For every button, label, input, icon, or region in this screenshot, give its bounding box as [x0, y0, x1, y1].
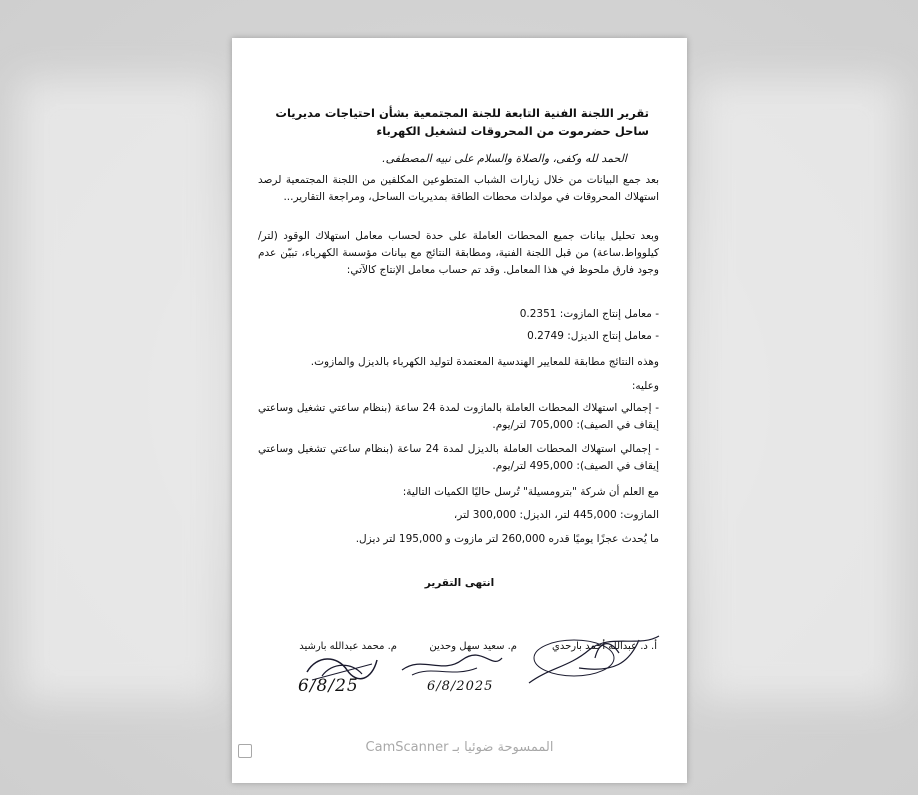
scanner-watermark: الممسوحة ضوئيا بـ CamScanner	[365, 740, 554, 755]
bullet-total-diesel: - إجمالي استهلاك المحطات العاملة بالديزل لمدة 24 ساعة (بنظام ساعتي تشغيل وساعتي إيقاف في الصيف): 495,000 لتر/يوم.	[258, 443, 659, 472]
signature-name-1: أ. د. عبدالله أحمد بارحدي	[552, 641, 657, 652]
signature-date-2: 6/8/2025	[427, 679, 494, 694]
document-page	[232, 38, 687, 783]
end-of-report-label: انتهى التقرير	[424, 577, 495, 589]
bullet-total-mazout: - إجمالي استهلاك المحطات العاملة بالمازوت لمدة 24 ساعة (بنظام ساعتي تشغيل وساعتي إيقاف في الصيف): 705,000 لتر/يوم.	[258, 402, 659, 431]
handwritten-signature-1	[519, 628, 669, 688]
paragraph-standards: وهذه النتائج مطابقة للمعايير الهندسية المعتمدة لتوليد الكهرباء بالديزل والمازوت.	[310, 356, 659, 368]
greeting: الحمد لله وكفى، والصلاة والسلام على نبيه المصطفى.	[382, 152, 627, 165]
paragraph-deficit: ما يُحدث عجزًا يوميًا قدره 260,000 لتر مازوت و 195,000 لتر ديزل.	[355, 533, 659, 545]
paragraph-therefore: وعليه:	[631, 380, 659, 392]
signature-name-2: م. سعيد سهل وحدين	[429, 641, 517, 652]
signature-name-3: م. محمد عبدالله بارشيد	[299, 641, 397, 652]
bullet-diesel-factor: - معامل إنتاج الديزل: 0.2749	[527, 330, 659, 342]
bullet-mazout-factor: - معامل إنتاج المازوت: 0.2351	[519, 308, 659, 320]
paragraph-intro: بعد جمع البيانات من خلال زيارات الشباب المتطوعين المكلفين من اللجنة المجتمعية لرصد استهلاك المحروقات في مولدات محطات الطاقة بمديريات الساحل، ومراجعة التقارير...	[258, 174, 659, 203]
paragraph-supplier: مع العلم أن شركة "بترومسيلة" تُرسل حاليًا الكميات التالية:	[402, 486, 659, 498]
report-title: تقرير اللجنة الفنية التابعة للجنة المجتمعية بشأن احتياجات مديريات ساحل حضرموت من المحروقات لتشغيل الكهرباء	[275, 106, 649, 138]
paragraph-supplied-quantities: المازوت: 445,000 لتر، الديزل: 300,000 لتر،	[453, 509, 659, 521]
paragraph-analysis: وبعد تحليل بيانات جميع المحطات العاملة على حدة لحساب معامل استهلاك الوقود (لتر/كيلوواط.ساعة) من قبل اللجنة الفنية، ومطابقة النتائج مع بيانات مؤسسة الكهرباء، تبيّن عدم وجود فارق ملحوظ في هذا المعامل. وقد تم حساب معامل الإنتاج كالآتي:	[258, 230, 659, 276]
handwritten-signature-2	[397, 650, 507, 680]
signature-date-3: 6/8/25	[298, 676, 359, 696]
